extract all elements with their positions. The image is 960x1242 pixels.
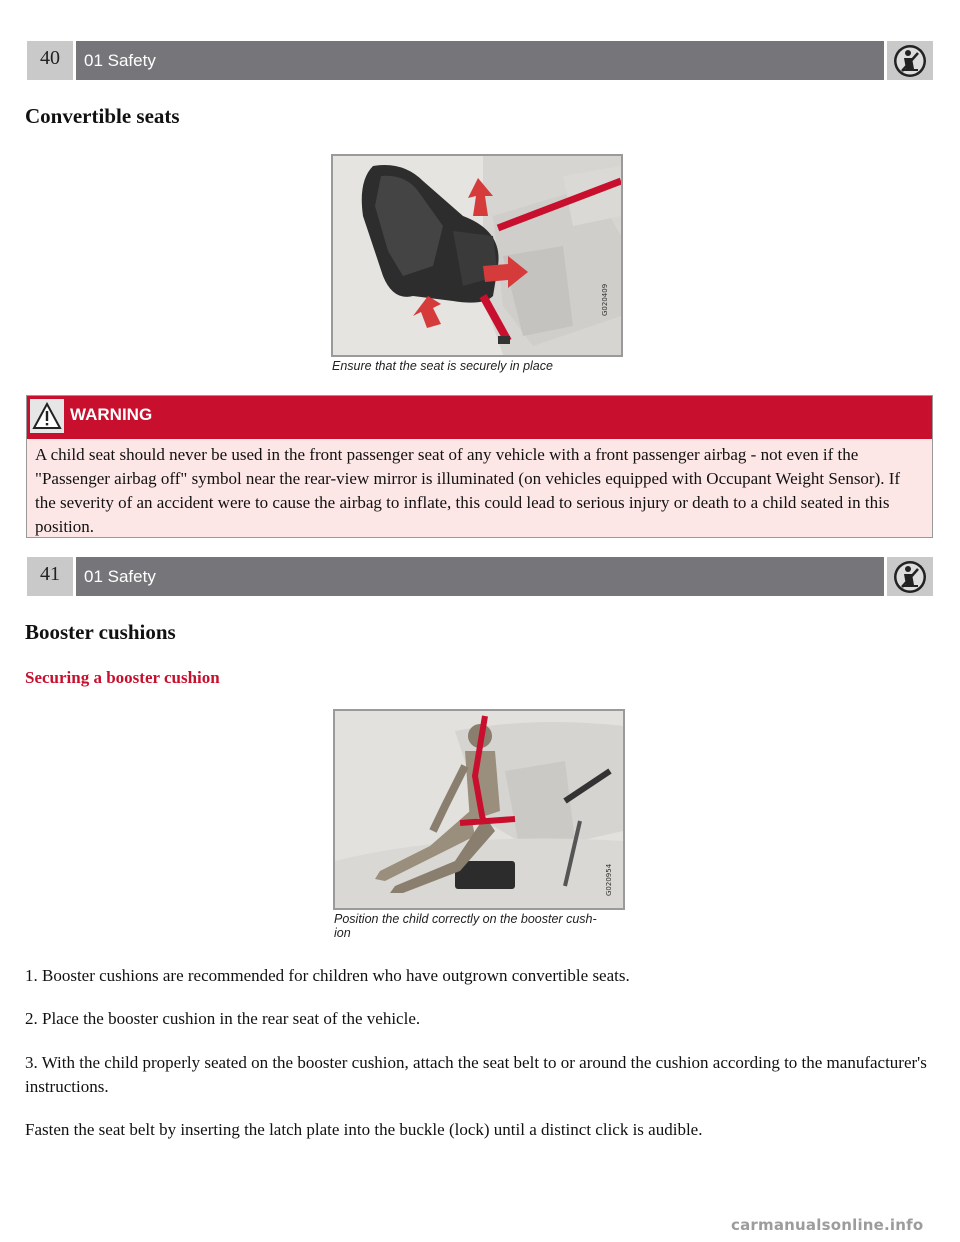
page-number: 41 — [27, 557, 73, 596]
warning-title: WARNING — [70, 405, 153, 424]
figure-caption — [334, 912, 597, 940]
section-title: 01 Safety — [76, 557, 884, 596]
warning-text: A child seat should never be used in the front passenger seat of any vehicle with a front passenger airbag - not even if the "Passenger airbag off" symbol near the rear-view mirror is illuminated (on vehicles equipped with Occupant Weight Sensor). If the severity of an accident were to cause the airbag to inflate, this could lead to serious injury or death to a child seated in this position. — [35, 445, 901, 536]
booster-cushion-illustration — [333, 709, 625, 910]
section-title: 01 Safety — [76, 41, 884, 80]
seatbelt-icon — [887, 557, 933, 596]
paragraph: Fasten the seat belt by inserting the latch plate into the buckle (lock) until a distinct click is audible. — [25, 1120, 703, 1139]
figure-code: G020954 — [605, 863, 613, 896]
page-header-40 — [27, 41, 933, 80]
page-number: 40 — [27, 41, 73, 80]
page-header-41 — [27, 557, 933, 596]
figure-caption-line: Position the child correctly on the booster cush- — [334, 912, 597, 926]
warning-triangle-icon — [30, 399, 64, 433]
seatbelt-icon — [887, 41, 933, 80]
watermark: carmanualsonline.info — [731, 1216, 924, 1234]
convertible-seat-illustration — [331, 154, 623, 357]
subheading-securing-booster: Securing a booster cushion — [25, 668, 220, 687]
paragraph: 2. Place the booster cushion in the rear seat of the vehicle. — [25, 1009, 421, 1028]
figure-caption: Ensure that the seat is securely in place — [332, 359, 553, 373]
heading-convertible-seats: Convertible seats — [25, 104, 180, 128]
paragraph: 3. With the child properly seated on the booster cushion, attach the seat belt to or around the cushion according to the manufacturer's instructions. — [25, 1053, 927, 1096]
paragraph: 1. Booster cushions are recommended for children who have outgrown convertible seats. — [25, 966, 630, 985]
figure-caption-line: ion — [334, 926, 351, 940]
warning-header — [27, 396, 932, 439]
heading-booster-cushions: Booster cushions — [25, 620, 176, 644]
figure-code: G020409 — [601, 283, 609, 316]
warning-box — [26, 395, 933, 538]
